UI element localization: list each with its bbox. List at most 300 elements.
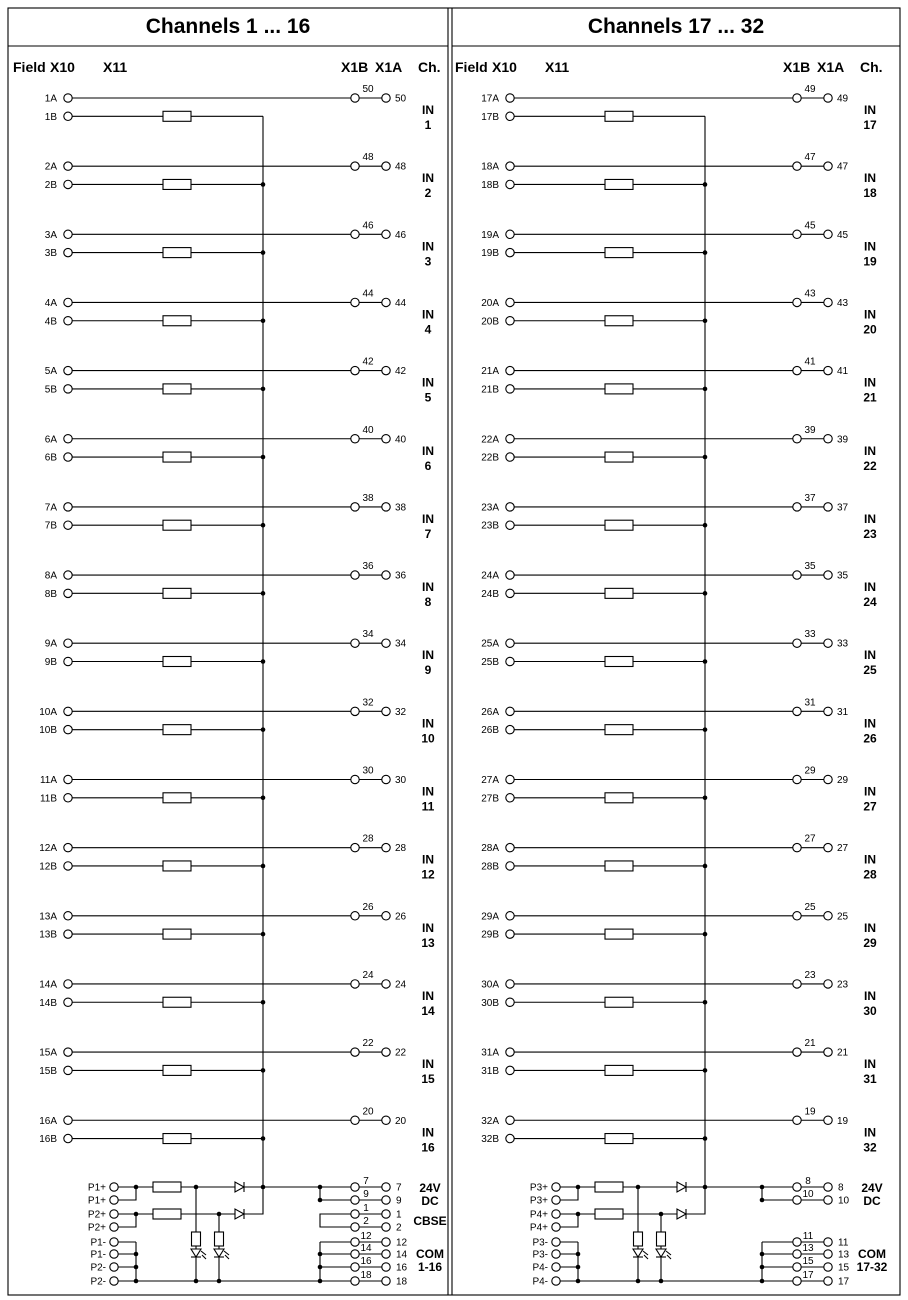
terminal-x1a <box>382 298 390 306</box>
terminal-x1a <box>824 1196 832 1204</box>
x1b-number: 48 <box>362 152 374 164</box>
terminal-b <box>506 862 514 870</box>
terminal-b <box>506 930 514 938</box>
terminal-a <box>506 843 514 851</box>
x1a-number: 30 <box>395 775 407 786</box>
channel-in-label: IN <box>422 239 434 254</box>
power-terminal-label: P1+ <box>87 1182 106 1194</box>
x1a-number: 50 <box>395 93 407 105</box>
x1a-number: 13 <box>838 1249 850 1261</box>
channel-in-label: IN <box>422 852 434 867</box>
terminal-label-a: 19A <box>481 229 499 241</box>
terminal-x1a <box>824 912 832 920</box>
x1a-number: 14 <box>396 1249 408 1261</box>
power-wire <box>118 1187 136 1200</box>
terminal-x1a <box>824 639 832 647</box>
resistor-symbol <box>215 1232 224 1246</box>
terminal-a <box>506 912 514 920</box>
power-tag-label: DC <box>863 1194 881 1208</box>
terminal-label-a: 22A <box>481 434 499 446</box>
junction-dot <box>576 1265 581 1270</box>
fuse-symbol <box>605 997 633 1007</box>
channel-number: 22 <box>863 458 877 473</box>
terminal-x1a <box>824 230 832 238</box>
terminal-b <box>64 725 72 733</box>
x1b-number: 11 <box>802 1231 814 1242</box>
terminal-a <box>64 1048 72 1056</box>
terminal-b <box>64 385 72 393</box>
led-ray <box>666 1251 671 1255</box>
channel-number: 24 <box>863 595 877 610</box>
x1b-number: 38 <box>362 492 374 504</box>
x1b-number: 14 <box>360 1243 372 1254</box>
terminal-label-b: 20B <box>481 316 499 328</box>
x1a-number: 41 <box>837 366 849 378</box>
terminal-x1b <box>793 639 801 647</box>
terminal-x1b <box>351 1196 359 1204</box>
power-terminal-label: P1- <box>90 1237 106 1249</box>
x1a-number: 33 <box>837 638 849 650</box>
terminal-label-a: 10A <box>39 706 57 718</box>
terminal-a <box>64 94 72 102</box>
diode-symbol <box>677 1209 686 1219</box>
terminal-x1b <box>793 435 801 443</box>
terminal-b <box>64 317 72 325</box>
x1a-number: 48 <box>395 161 407 173</box>
power-tag-label: DC <box>421 1194 439 1208</box>
terminal-x1a <box>382 1196 390 1204</box>
terminal-a <box>64 503 72 511</box>
terminal-label-a: 11A <box>39 775 57 786</box>
terminal-a <box>506 435 514 443</box>
power-tag-label: COM <box>858 1247 886 1261</box>
power-terminal <box>110 1196 118 1204</box>
terminal-label-a: 17A <box>481 93 499 105</box>
power-terminal-label: P2- <box>90 1276 106 1288</box>
terminal-x1a <box>382 1277 390 1285</box>
x1b-number: 42 <box>362 356 374 368</box>
terminal-b <box>64 862 72 870</box>
fuse-symbol <box>605 725 633 735</box>
channel-in-label: IN <box>864 511 876 526</box>
terminal-b <box>506 385 514 393</box>
terminal-x1a <box>382 162 390 170</box>
terminal-label-a: 14A <box>39 979 57 991</box>
terminal-label-a: 18A <box>481 161 499 173</box>
terminal-x1a <box>824 1183 832 1191</box>
terminal-x1a <box>382 1183 390 1191</box>
terminal-b <box>506 589 514 597</box>
terminal-x1b <box>793 1250 801 1258</box>
power-terminal-label: P1- <box>90 1249 106 1261</box>
resistor-symbol <box>192 1232 201 1246</box>
x1b-number: 41 <box>804 356 816 368</box>
fuse-symbol <box>605 384 633 394</box>
outer-frame <box>8 8 900 1295</box>
x1b-number: 16 <box>360 1256 372 1267</box>
x1a-number: 19 <box>837 1115 849 1127</box>
x1a-number: 23 <box>837 979 849 991</box>
terminal-label-b: 13B <box>39 929 57 941</box>
terminal-label-a: 1A <box>44 93 57 105</box>
terminal-label-b: 1B <box>44 111 57 123</box>
terminal-a <box>506 230 514 238</box>
terminal-x1a <box>382 1263 390 1271</box>
channel-in-label: IN <box>864 920 876 935</box>
terminal-b <box>64 589 72 597</box>
terminal-a <box>64 775 72 783</box>
terminal-x1b <box>793 1048 801 1056</box>
x1b-number: 19 <box>804 1106 816 1118</box>
terminal-b <box>506 112 514 120</box>
terminal-x1a <box>824 435 832 443</box>
terminal-b <box>64 657 72 665</box>
terminal-label-b: 11B <box>39 793 57 805</box>
terminal-label-a: 27A <box>481 775 499 786</box>
terminal-a <box>506 1116 514 1124</box>
terminal-x1a <box>824 1048 832 1056</box>
x1b-number: 8 <box>805 1176 811 1187</box>
led-symbol <box>214 1249 224 1257</box>
terminal-x1b <box>351 162 359 170</box>
terminal-x1b <box>793 94 801 102</box>
x1a-number: 35 <box>837 570 849 582</box>
terminal-label-a: 7A <box>44 502 57 514</box>
fuse-symbol <box>595 1182 623 1192</box>
terminal-label-b: 16B <box>39 1134 57 1146</box>
header-x10: X10 <box>492 59 517 75</box>
fuse-symbol <box>605 657 633 667</box>
channel-number: 13 <box>421 935 435 950</box>
channel-in-label: IN <box>422 580 434 595</box>
channel-in-label: IN <box>864 171 876 186</box>
x1b-number: 23 <box>804 969 816 981</box>
terminal-x1a <box>824 1238 832 1246</box>
power-terminal <box>552 1210 560 1218</box>
terminal-x1a <box>382 980 390 988</box>
fuse-symbol <box>605 861 633 871</box>
x1a-number: 24 <box>395 979 407 991</box>
channel-in-label: IN <box>422 307 434 322</box>
x1b-number: 47 <box>804 152 816 164</box>
x1b-number: 12 <box>360 1231 372 1242</box>
x1b-number: 46 <box>362 220 374 232</box>
channel-number: 14 <box>421 1003 435 1018</box>
terminal-x1b <box>351 1263 359 1271</box>
x1b-number: 1 <box>363 1203 369 1214</box>
terminal-label-b: 28B <box>481 861 499 873</box>
terminal-x1a <box>382 912 390 920</box>
header-ch: Ch. <box>860 59 883 75</box>
terminal-x1b <box>793 571 801 579</box>
x1a-number: 38 <box>395 502 407 514</box>
terminal-b <box>506 794 514 802</box>
x1a-number: 42 <box>395 366 407 378</box>
x1a-number: 9 <box>396 1195 402 1207</box>
fuse-symbol <box>605 248 633 258</box>
channel-in-label: IN <box>422 1125 434 1140</box>
terminal-x1b <box>351 94 359 102</box>
terminal-a <box>64 843 72 851</box>
channel-in-label: IN <box>422 648 434 663</box>
fuse-symbol <box>163 861 191 871</box>
channel-in-label: IN <box>422 716 434 731</box>
fuse-symbol <box>163 725 191 735</box>
led-ray <box>667 1255 671 1259</box>
terminal-x1a <box>382 1250 390 1258</box>
channel-in-label: IN <box>422 171 434 186</box>
terminal-x1a <box>382 1238 390 1246</box>
power-terminal-label: P4+ <box>529 1222 548 1234</box>
terminal-label-b: 30B <box>481 997 499 1009</box>
x1a-number: 29 <box>837 775 849 786</box>
terminal-x1b <box>793 707 801 715</box>
terminal-x1b <box>793 980 801 988</box>
terminal-a <box>506 366 514 374</box>
junction-dot <box>760 1265 765 1270</box>
terminal-x1b <box>793 775 801 783</box>
terminal-x1b <box>793 1116 801 1124</box>
diode-symbol <box>235 1182 244 1192</box>
channel-number: 17 <box>863 118 877 132</box>
header-x1b: X1B <box>783 59 811 75</box>
junction-dot <box>318 1185 323 1190</box>
terminal-x1a <box>824 1277 832 1285</box>
x1b-number: 49 <box>804 84 816 95</box>
channel-in-label: IN <box>864 716 876 731</box>
x1b-number: 26 <box>362 901 374 913</box>
terminal-x1a <box>824 503 832 511</box>
terminal-b <box>506 657 514 665</box>
fuse-symbol <box>605 1134 633 1144</box>
terminal-a <box>506 571 514 579</box>
terminal-label-b: 29B <box>481 929 499 941</box>
power-terminal-label: P2+ <box>87 1222 106 1234</box>
channel-in-label: IN <box>422 443 434 458</box>
channel-number: 10 <box>421 731 435 746</box>
terminal-label-a: 9A <box>44 638 57 650</box>
x1b-number: 15 <box>802 1256 814 1267</box>
channel-in-label: IN <box>422 784 434 799</box>
fuse-symbol <box>605 588 633 598</box>
resistor-symbol <box>657 1232 666 1246</box>
fuse-symbol <box>163 997 191 1007</box>
terminal-x1b <box>351 1210 359 1218</box>
terminal-x1b <box>351 298 359 306</box>
channel-in-label: IN <box>864 1057 876 1072</box>
fuse-symbol <box>163 248 191 258</box>
channel-in-label: IN <box>422 511 434 526</box>
terminal-label-b: 12B <box>39 861 57 873</box>
x1b-number: 50 <box>362 84 374 95</box>
terminal-b <box>64 794 72 802</box>
terminal-b <box>506 1134 514 1142</box>
x1a-number: 25 <box>837 911 849 923</box>
x1a-number: 37 <box>837 502 849 514</box>
channel-number: 6 <box>424 458 432 473</box>
diode-symbol <box>235 1209 244 1219</box>
fuse-symbol <box>605 111 633 121</box>
terminal-a <box>64 912 72 920</box>
junction-dot <box>760 1185 765 1190</box>
channel-in-label: IN <box>864 443 876 458</box>
terminal-label-b: 22B <box>481 452 499 464</box>
x1a-number: 43 <box>837 297 849 309</box>
channel-in-label: IN <box>864 852 876 867</box>
terminal-a <box>64 298 72 306</box>
power-terminal <box>110 1277 118 1285</box>
terminal-x1b <box>793 843 801 851</box>
terminal-label-b: 23B <box>481 520 499 532</box>
channel-number: 28 <box>863 867 877 882</box>
x1b-number: 21 <box>804 1038 816 1050</box>
terminal-label-b: 5B <box>44 384 57 396</box>
channel-number: 15 <box>421 1072 435 1087</box>
junction-dot <box>318 1265 323 1270</box>
power-terminal <box>110 1250 118 1258</box>
x1a-number: 36 <box>395 570 407 582</box>
channel-number: 19 <box>863 254 877 269</box>
led-symbol <box>191 1249 201 1257</box>
x1a-number: 27 <box>837 843 849 855</box>
channel-in-label: IN <box>864 988 876 1003</box>
x1a-number: 20 <box>395 1115 407 1127</box>
x1b-number: 25 <box>804 901 816 913</box>
terminal-x1b <box>351 366 359 374</box>
power-terminal-label: P2+ <box>87 1209 106 1221</box>
terminal-x1b <box>351 435 359 443</box>
terminal-x1a <box>382 1116 390 1124</box>
terminal-label-b: 27B <box>481 793 499 805</box>
power-terminal <box>110 1238 118 1246</box>
terminal-x1b <box>351 912 359 920</box>
power-terminal <box>110 1210 118 1218</box>
terminal-b <box>64 521 72 529</box>
terminal-a <box>64 707 72 715</box>
fuse-symbol <box>163 657 191 667</box>
fuse-symbol <box>153 1209 181 1219</box>
channel-number: 3 <box>424 254 432 269</box>
x1a-number: 1 <box>396 1209 402 1221</box>
power-wire <box>686 1187 705 1214</box>
terminal-x1a <box>382 435 390 443</box>
fuse-symbol <box>163 793 191 803</box>
terminal-label-b: 24B <box>481 588 499 600</box>
power-tag-label: 24V <box>861 1181 883 1195</box>
x1b-number: 29 <box>804 765 816 777</box>
x1b-number: 45 <box>804 220 816 232</box>
terminal-x1b <box>793 1238 801 1246</box>
x1b-number: 22 <box>362 1038 374 1050</box>
terminal-label-b: 9B <box>44 657 57 668</box>
x1b-number: 37 <box>804 492 816 504</box>
led-ray <box>202 1255 206 1259</box>
junction-dot <box>318 1252 323 1257</box>
panel-title: Channels 17 ... 32 <box>587 15 765 38</box>
header-x11: X11 <box>545 59 570 75</box>
x1a-number: 2 <box>396 1222 402 1234</box>
terminal-x1b <box>351 230 359 238</box>
terminal-b <box>64 998 72 1006</box>
fuse-symbol <box>163 588 191 598</box>
fuse-symbol <box>605 793 633 803</box>
channel-in-label: IN <box>422 1057 434 1072</box>
terminal-x1b <box>351 980 359 988</box>
channel-in-label: IN <box>864 239 876 254</box>
power-terminal-label: P4- <box>532 1276 548 1288</box>
fuse-symbol <box>163 316 191 326</box>
terminal-x1a <box>382 503 390 511</box>
header-field: Field <box>13 59 46 75</box>
power-tag-label: 17-32 <box>856 1260 888 1274</box>
channel-number: 2 <box>424 186 432 201</box>
x1b-number: 10 <box>802 1189 814 1200</box>
terminal-label-b: 3B <box>44 248 57 260</box>
terminal-a <box>64 230 72 238</box>
power-terminal-label: P1+ <box>87 1195 106 1207</box>
power-terminal <box>552 1263 560 1271</box>
terminal-x1a <box>824 571 832 579</box>
terminal-a <box>506 94 514 102</box>
channel-in-label: IN <box>422 103 434 117</box>
terminal-label-a: 29A <box>481 911 499 923</box>
terminal-b <box>506 998 514 1006</box>
terminal-label-b: 32B <box>481 1134 499 1146</box>
x1b-number: 36 <box>362 561 374 573</box>
terminal-x1a <box>382 707 390 715</box>
terminal-label-a: 25A <box>481 638 499 650</box>
terminal-label-a: 21A <box>481 366 499 378</box>
x1b-number: 30 <box>362 765 374 777</box>
terminal-label-a: 32A <box>481 1115 499 1127</box>
terminal-b <box>64 1134 72 1142</box>
terminal-b <box>64 1066 72 1074</box>
fuse-symbol <box>595 1209 623 1219</box>
terminal-b <box>506 725 514 733</box>
terminal-label-b: 8B <box>44 588 57 600</box>
terminal-x1b <box>351 503 359 511</box>
x1b-number: 34 <box>362 629 374 641</box>
terminal-x1b <box>351 843 359 851</box>
channel-number: 32 <box>863 1140 877 1155</box>
terminal-x1b <box>351 1223 359 1231</box>
terminal-x1b <box>793 503 801 511</box>
terminal-x1a <box>824 366 832 374</box>
power-terminal-label: P4- <box>532 1262 548 1274</box>
junction-dot <box>760 1198 765 1203</box>
x1a-number: 12 <box>396 1237 408 1249</box>
channel-number: 11 <box>421 799 435 814</box>
terminal-x1b <box>793 366 801 374</box>
channel-number: 16 <box>421 1140 435 1155</box>
power-terminal-label: P3+ <box>529 1195 548 1207</box>
terminal-a <box>64 162 72 170</box>
terminal-a <box>64 571 72 579</box>
channel-number: 7 <box>424 526 432 541</box>
channel-number: 12 <box>421 867 435 882</box>
terminal-label-a: 20A <box>481 297 499 309</box>
x1a-number: 18 <box>396 1276 408 1288</box>
terminal-b <box>64 180 72 188</box>
channel-in-label: IN <box>422 375 434 390</box>
terminal-label-a: 3A <box>44 229 57 241</box>
x1a-number: 28 <box>395 843 407 855</box>
terminal-a <box>506 707 514 715</box>
x1a-number: 26 <box>395 911 407 923</box>
fuse-symbol <box>605 316 633 326</box>
terminal-a <box>506 162 514 170</box>
terminal-x1b <box>351 571 359 579</box>
